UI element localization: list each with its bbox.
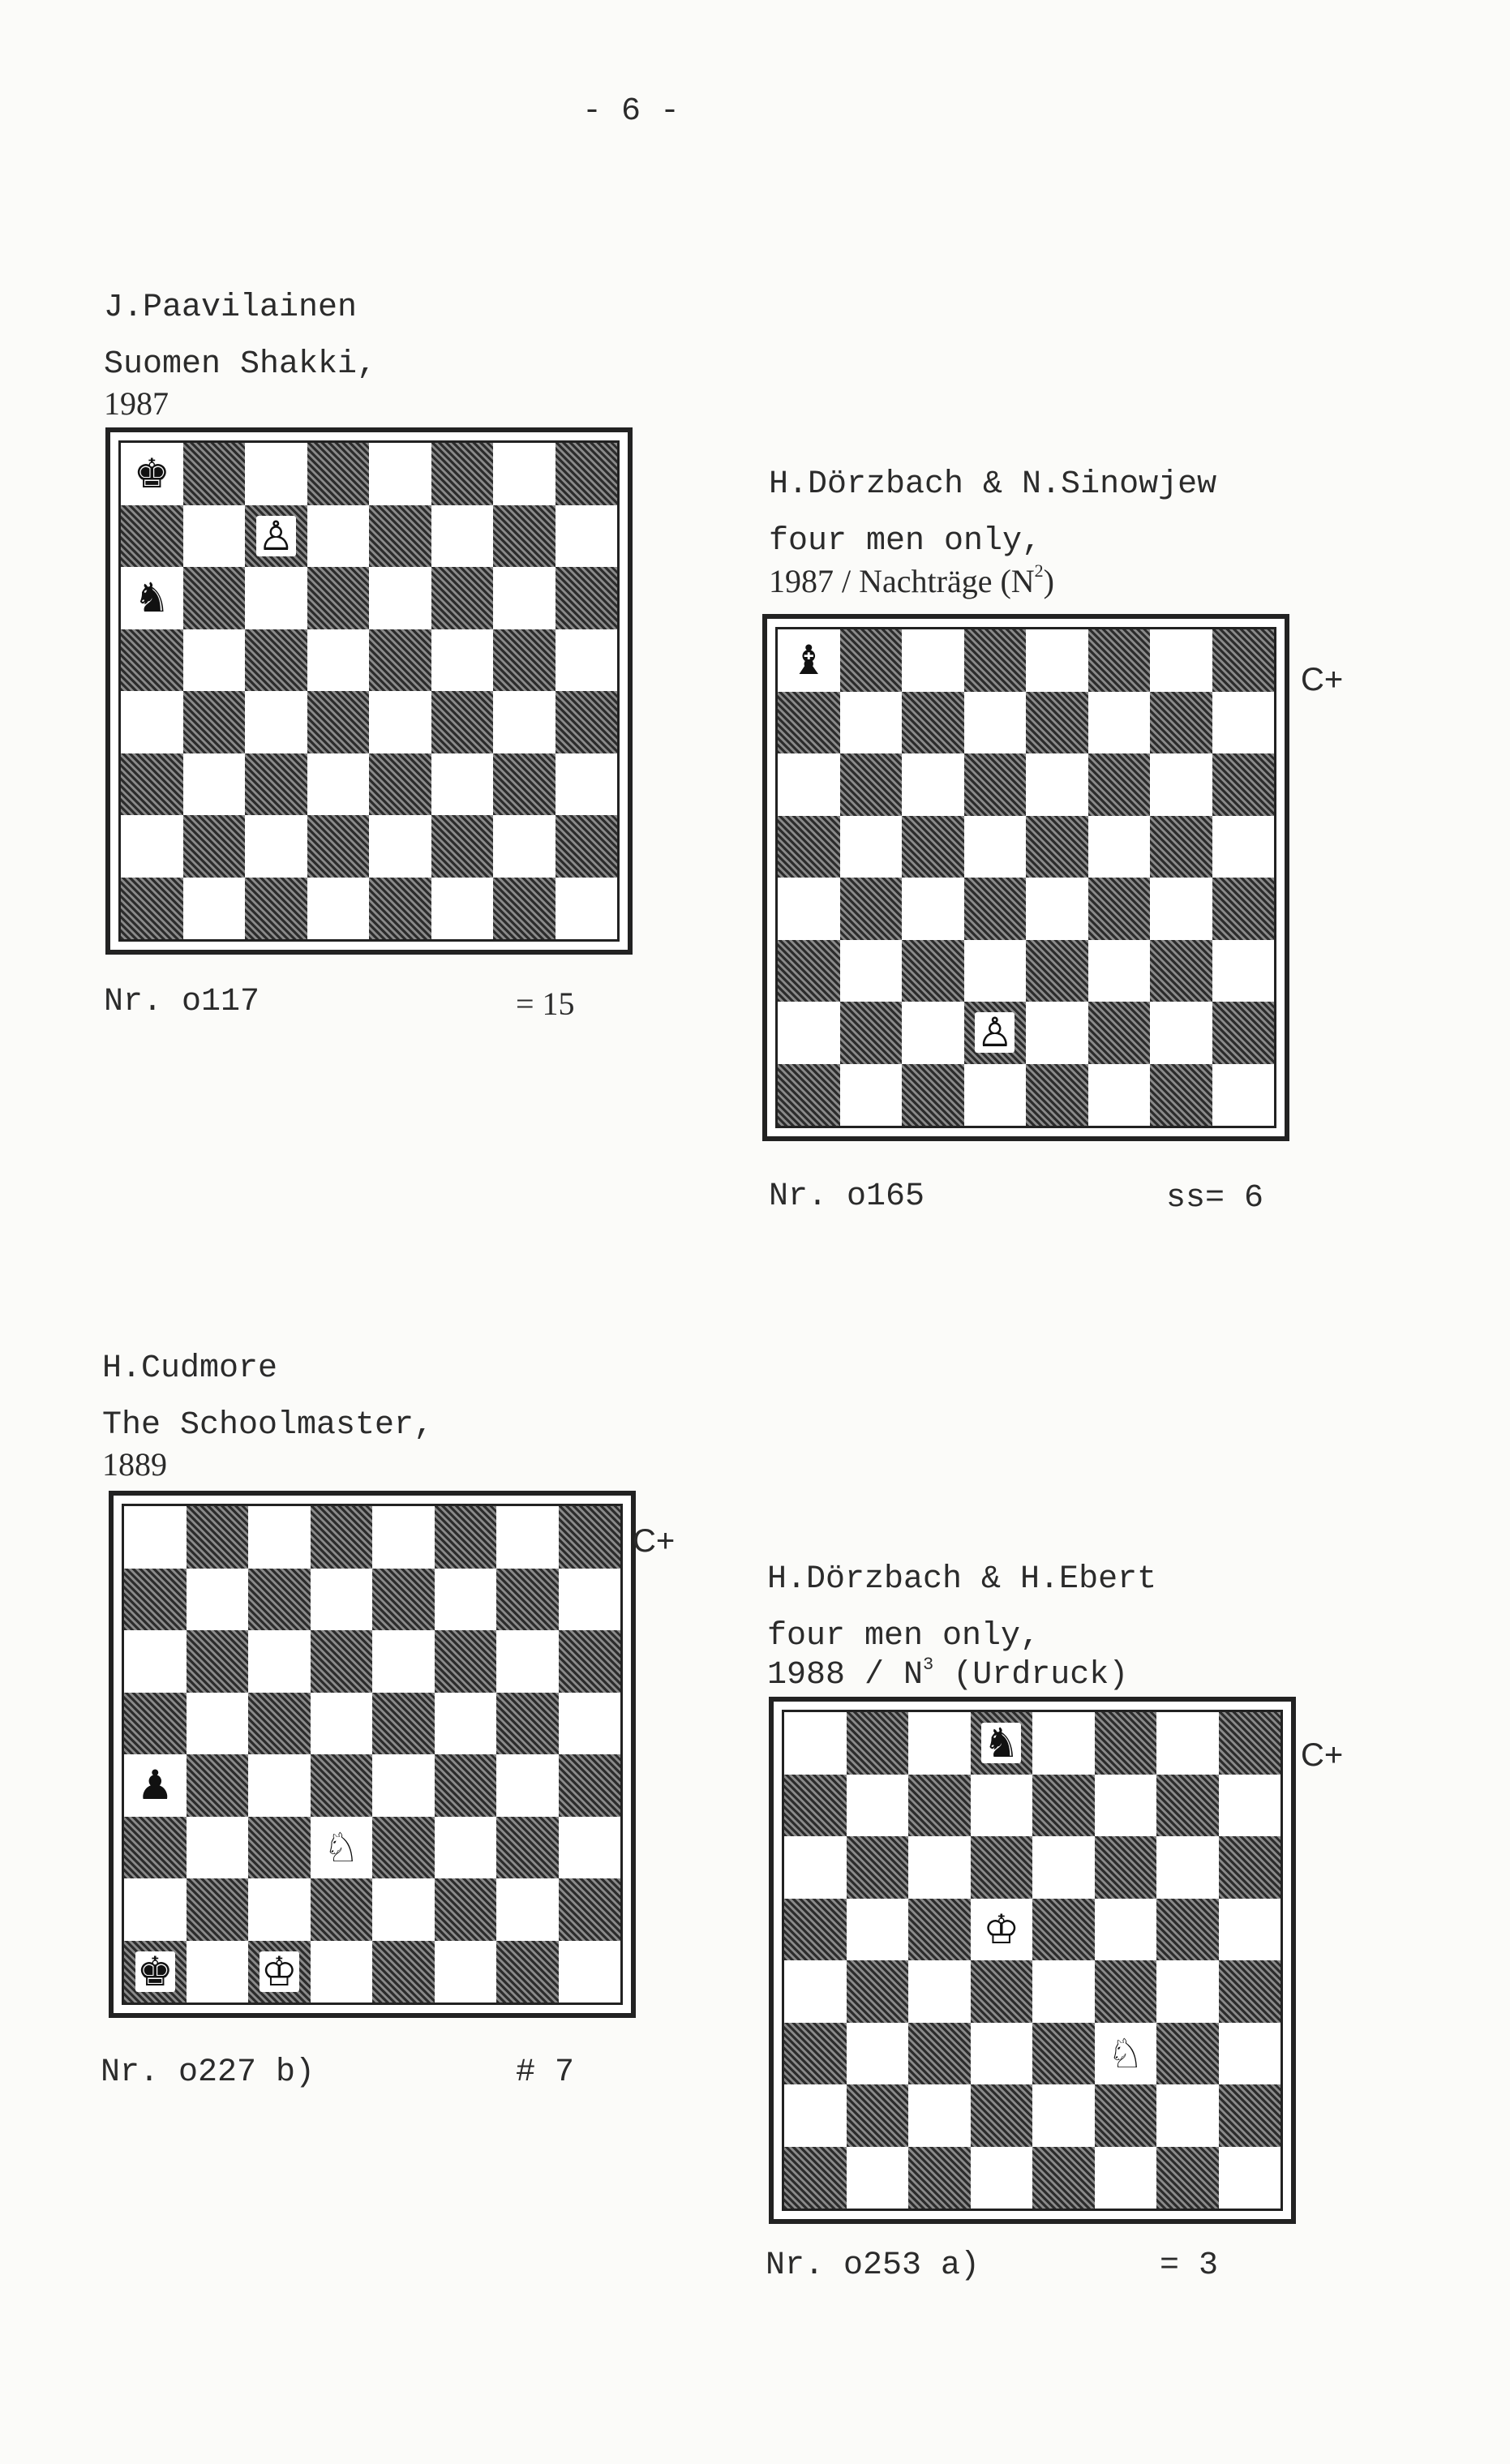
square-a5 bbox=[778, 816, 840, 878]
square-a7 bbox=[124, 1569, 187, 1631]
square-b6 bbox=[187, 1630, 249, 1693]
square-c3 bbox=[248, 1817, 311, 1879]
square-g4 bbox=[1150, 878, 1212, 940]
square-h3 bbox=[1212, 940, 1275, 1002]
page-number: - 6 - bbox=[582, 93, 680, 130]
source: The Schoolmaster, bbox=[102, 1407, 434, 1444]
square-a4 bbox=[778, 878, 840, 940]
square-a3 bbox=[121, 753, 183, 816]
square-a2 bbox=[121, 815, 183, 878]
square-g4 bbox=[1156, 1960, 1219, 2023]
square-d4 bbox=[971, 1960, 1033, 2023]
square-h6 bbox=[1212, 753, 1275, 816]
square-g3 bbox=[1150, 940, 1212, 1002]
square-h5 bbox=[556, 629, 618, 692]
square-c1 bbox=[248, 1941, 311, 2003]
square-b7 bbox=[840, 692, 903, 754]
square-b1 bbox=[183, 878, 246, 940]
square-h2 bbox=[1212, 1002, 1275, 1064]
square-f5 bbox=[1095, 1899, 1157, 1961]
square-a7 bbox=[784, 1775, 847, 1837]
square-d4 bbox=[311, 1754, 373, 1817]
square-h6 bbox=[556, 567, 618, 629]
square-b5 bbox=[187, 1693, 249, 1755]
source-year: 1889 bbox=[102, 1446, 167, 1483]
square-f7 bbox=[431, 505, 494, 568]
square-h3 bbox=[559, 1817, 621, 1879]
square-d6 bbox=[964, 753, 1027, 816]
square-e4 bbox=[1026, 878, 1088, 940]
square-f8 bbox=[435, 1506, 497, 1569]
square-h5 bbox=[559, 1693, 621, 1755]
square-g5 bbox=[1156, 1899, 1219, 1961]
square-c8 bbox=[908, 1712, 971, 1775]
square-d1 bbox=[307, 878, 370, 940]
square-e3 bbox=[369, 753, 431, 816]
square-h1 bbox=[1212, 1064, 1275, 1127]
square-a8 bbox=[778, 629, 840, 692]
square-g5 bbox=[1150, 816, 1212, 878]
square-h1 bbox=[556, 878, 618, 940]
square-f7 bbox=[1088, 692, 1151, 754]
square-h4 bbox=[1212, 878, 1275, 940]
square-g3 bbox=[1156, 2023, 1219, 2085]
square-d1 bbox=[971, 2147, 1033, 2209]
square-f2 bbox=[1095, 2084, 1157, 2147]
square-g2 bbox=[1150, 1002, 1212, 1064]
square-h7 bbox=[556, 505, 618, 568]
square-b5 bbox=[183, 629, 246, 692]
square-c1 bbox=[245, 878, 307, 940]
square-e6 bbox=[372, 1630, 435, 1693]
square-h3 bbox=[556, 753, 618, 816]
cplus-mark: C+ bbox=[1301, 1737, 1344, 1773]
square-d4 bbox=[964, 878, 1027, 940]
square-h4 bbox=[559, 1754, 621, 1817]
square-h1 bbox=[559, 1941, 621, 2003]
square-a7 bbox=[121, 505, 183, 568]
square-b1 bbox=[840, 1064, 903, 1127]
square-c6 bbox=[248, 1630, 311, 1693]
square-g8 bbox=[1150, 629, 1212, 692]
source: four men only, bbox=[769, 523, 1042, 560]
square-a6 bbox=[778, 753, 840, 816]
square-f7 bbox=[435, 1569, 497, 1631]
square-a8 bbox=[784, 1712, 847, 1775]
white-pawn-icon: ♙ bbox=[976, 1009, 1014, 1057]
square-h8 bbox=[559, 1506, 621, 1569]
cplus-mark: C+ bbox=[1301, 662, 1344, 698]
square-e1 bbox=[372, 1941, 435, 2003]
square-f4 bbox=[1095, 1960, 1157, 2023]
square-h7 bbox=[1212, 692, 1275, 754]
square-g5 bbox=[496, 1693, 559, 1755]
chess-board bbox=[105, 427, 633, 955]
square-d2 bbox=[971, 2084, 1033, 2147]
square-b8 bbox=[183, 443, 246, 505]
square-e4 bbox=[372, 1754, 435, 1817]
square-d5 bbox=[971, 1899, 1033, 1961]
square-b5 bbox=[840, 816, 903, 878]
square-e8 bbox=[1026, 629, 1088, 692]
square-h6 bbox=[1219, 1836, 1281, 1899]
square-c6 bbox=[908, 1836, 971, 1899]
square-d8 bbox=[964, 629, 1027, 692]
square-a4 bbox=[784, 1960, 847, 2023]
square-a3 bbox=[784, 2023, 847, 2085]
square-f1 bbox=[1095, 2147, 1157, 2209]
square-h8 bbox=[1219, 1712, 1281, 1775]
square-d5 bbox=[964, 816, 1027, 878]
square-c6 bbox=[902, 753, 964, 816]
square-f6 bbox=[1088, 753, 1151, 816]
square-f8 bbox=[1088, 629, 1151, 692]
cplus-mark: C+ bbox=[633, 1523, 676, 1559]
square-g7 bbox=[1156, 1775, 1219, 1837]
square-g5 bbox=[493, 629, 556, 692]
author: J.Paavilainen bbox=[104, 290, 358, 326]
square-c5 bbox=[902, 816, 964, 878]
square-g2 bbox=[496, 1878, 559, 1941]
square-b7 bbox=[847, 1775, 909, 1837]
square-c2 bbox=[902, 1002, 964, 1064]
square-a4 bbox=[121, 691, 183, 753]
square-g7 bbox=[496, 1569, 559, 1631]
square-h1 bbox=[1219, 2147, 1281, 2209]
square-h3 bbox=[1219, 2023, 1281, 2085]
square-f5 bbox=[431, 629, 494, 692]
square-c5 bbox=[248, 1693, 311, 1755]
square-e7 bbox=[1032, 1775, 1095, 1837]
square-e4 bbox=[369, 691, 431, 753]
square-a5 bbox=[124, 1693, 187, 1755]
problem-number: Nr. o165 bbox=[769, 1178, 925, 1215]
author: H.Dörzbach & N.Sinowjew bbox=[769, 466, 1217, 503]
square-b1 bbox=[847, 2147, 909, 2209]
square-c1 bbox=[902, 1064, 964, 1127]
square-f1 bbox=[1088, 1064, 1151, 1127]
square-e5 bbox=[1032, 1899, 1095, 1961]
square-e7 bbox=[369, 505, 431, 568]
square-d4 bbox=[307, 691, 370, 753]
square-a1 bbox=[784, 2147, 847, 2209]
square-h8 bbox=[556, 443, 618, 505]
square-d7 bbox=[307, 505, 370, 568]
black-knight-icon: ♞ bbox=[133, 574, 170, 622]
square-a1 bbox=[124, 1941, 187, 2003]
square-g8 bbox=[493, 443, 556, 505]
black-knight-icon: ♞ bbox=[983, 1719, 1020, 1767]
square-c4 bbox=[245, 691, 307, 753]
square-g6 bbox=[496, 1630, 559, 1693]
square-e6 bbox=[1032, 1836, 1095, 1899]
stipulation: = 15 bbox=[516, 985, 575, 1022]
square-f8 bbox=[431, 443, 494, 505]
square-e5 bbox=[369, 629, 431, 692]
square-b4 bbox=[847, 1960, 909, 2023]
square-c7 bbox=[248, 1569, 311, 1631]
square-h2 bbox=[559, 1878, 621, 1941]
stipulation: = 3 bbox=[1160, 2247, 1219, 2284]
square-a2 bbox=[784, 2084, 847, 2147]
source-year: $1988 / N^3$ (Urdruck) bbox=[767, 1655, 1129, 1693]
square-e3 bbox=[372, 1817, 435, 1879]
square-d8 bbox=[971, 1712, 1033, 1775]
square-c5 bbox=[908, 1899, 971, 1961]
square-a3 bbox=[124, 1817, 187, 1879]
white-pawn-icon: ♙ bbox=[257, 512, 294, 560]
square-h2 bbox=[1219, 2084, 1281, 2147]
square-f8 bbox=[1095, 1712, 1157, 1775]
stipulation: ss= 6 bbox=[1166, 1180, 1264, 1217]
square-h4 bbox=[1219, 1960, 1281, 2023]
square-d2 bbox=[964, 1002, 1027, 1064]
square-d6 bbox=[311, 1630, 373, 1693]
square-f4 bbox=[431, 691, 494, 753]
square-d6 bbox=[971, 1836, 1033, 1899]
square-f3 bbox=[435, 1817, 497, 1879]
square-g7 bbox=[1150, 692, 1212, 754]
square-e3 bbox=[1032, 2023, 1095, 2085]
square-b3 bbox=[183, 753, 246, 816]
square-g1 bbox=[496, 1941, 559, 2003]
square-h5 bbox=[1212, 816, 1275, 878]
square-a1 bbox=[778, 1064, 840, 1127]
source: four men only, bbox=[767, 1618, 1040, 1655]
square-a4 bbox=[124, 1754, 187, 1817]
square-g7 bbox=[493, 505, 556, 568]
author: H.Dörzbach & H.Ebert bbox=[767, 1561, 1157, 1598]
square-g4 bbox=[493, 691, 556, 753]
square-d6 bbox=[307, 567, 370, 629]
square-b2 bbox=[183, 815, 246, 878]
chess-board bbox=[109, 1491, 636, 2018]
square-b2 bbox=[847, 2084, 909, 2147]
square-d3 bbox=[971, 2023, 1033, 2085]
square-g6 bbox=[493, 567, 556, 629]
black-bishop-icon: ♝ bbox=[790, 637, 827, 685]
square-g3 bbox=[493, 753, 556, 816]
square-h2 bbox=[556, 815, 618, 878]
square-d8 bbox=[311, 1506, 373, 1569]
square-b6 bbox=[840, 753, 903, 816]
square-f2 bbox=[1088, 1002, 1151, 1064]
square-a2 bbox=[124, 1878, 187, 1941]
square-h6 bbox=[559, 1630, 621, 1693]
white-king-icon: ♔ bbox=[983, 1905, 1020, 1953]
square-a7 bbox=[778, 692, 840, 754]
square-b2 bbox=[187, 1878, 249, 1941]
stipulation: # 7 bbox=[516, 2054, 575, 2091]
square-a6 bbox=[784, 1836, 847, 1899]
author: H.Cudmore bbox=[102, 1350, 278, 1387]
square-e2 bbox=[372, 1878, 435, 1941]
square-a1 bbox=[121, 878, 183, 940]
square-e1 bbox=[1032, 2147, 1095, 2209]
square-a6 bbox=[124, 1630, 187, 1693]
square-f3 bbox=[1095, 2023, 1157, 2085]
square-b4 bbox=[840, 878, 903, 940]
square-f3 bbox=[1088, 940, 1151, 1002]
square-c3 bbox=[902, 940, 964, 1002]
square-b3 bbox=[840, 940, 903, 1002]
square-a2 bbox=[778, 1002, 840, 1064]
square-h8 bbox=[1212, 629, 1275, 692]
square-f2 bbox=[435, 1878, 497, 1941]
square-b8 bbox=[187, 1506, 249, 1569]
square-c3 bbox=[908, 2023, 971, 2085]
square-a3 bbox=[778, 940, 840, 1002]
white-knight-icon: ♘ bbox=[1107, 2029, 1144, 2077]
square-e6 bbox=[369, 567, 431, 629]
square-c3 bbox=[245, 753, 307, 816]
square-e3 bbox=[1026, 940, 1088, 1002]
square-c8 bbox=[245, 443, 307, 505]
square-e8 bbox=[369, 443, 431, 505]
square-e5 bbox=[1026, 816, 1088, 878]
square-f6 bbox=[1095, 1836, 1157, 1899]
square-e7 bbox=[372, 1569, 435, 1631]
square-a6 bbox=[121, 567, 183, 629]
black-king-icon: ♚ bbox=[133, 450, 170, 498]
square-c4 bbox=[908, 1960, 971, 2023]
chess-board bbox=[762, 614, 1289, 1141]
black-pawn-icon: ♟ bbox=[136, 1762, 174, 1809]
square-e8 bbox=[372, 1506, 435, 1569]
square-b3 bbox=[187, 1817, 249, 1879]
square-c1 bbox=[908, 2147, 971, 2209]
square-c8 bbox=[902, 629, 964, 692]
square-f4 bbox=[1088, 878, 1151, 940]
source-year: 1987 / Nachträge $(N^2)$ bbox=[769, 560, 1054, 599]
square-g2 bbox=[493, 815, 556, 878]
white-king-icon: ♔ bbox=[260, 1947, 298, 1995]
square-d5 bbox=[307, 629, 370, 692]
square-a8 bbox=[124, 1506, 187, 1569]
square-b8 bbox=[840, 629, 903, 692]
square-d1 bbox=[964, 1064, 1027, 1127]
square-b7 bbox=[187, 1569, 249, 1631]
square-d2 bbox=[307, 815, 370, 878]
square-h5 bbox=[1219, 1899, 1281, 1961]
square-c2 bbox=[248, 1878, 311, 1941]
square-c8 bbox=[248, 1506, 311, 1569]
square-f6 bbox=[431, 567, 494, 629]
square-b1 bbox=[187, 1941, 249, 2003]
source-year: 1987 bbox=[104, 385, 169, 422]
square-h7 bbox=[1219, 1775, 1281, 1837]
square-a8 bbox=[121, 443, 183, 505]
square-d7 bbox=[964, 692, 1027, 754]
square-b4 bbox=[187, 1754, 249, 1817]
square-b4 bbox=[183, 691, 246, 753]
square-e2 bbox=[369, 815, 431, 878]
square-g4 bbox=[496, 1754, 559, 1817]
square-f1 bbox=[431, 878, 494, 940]
square-f7 bbox=[1095, 1775, 1157, 1837]
square-f5 bbox=[435, 1693, 497, 1755]
square-d1 bbox=[311, 1941, 373, 2003]
square-f6 bbox=[435, 1630, 497, 1693]
square-c7 bbox=[902, 692, 964, 754]
square-e4 bbox=[1032, 1960, 1095, 2023]
square-c5 bbox=[245, 629, 307, 692]
square-d3 bbox=[964, 940, 1027, 1002]
square-g1 bbox=[1150, 1064, 1212, 1127]
square-e1 bbox=[369, 878, 431, 940]
square-d3 bbox=[307, 753, 370, 816]
square-g8 bbox=[496, 1506, 559, 1569]
problem-number: Nr. o227 b) bbox=[101, 2054, 315, 2091]
square-b7 bbox=[183, 505, 246, 568]
square-c2 bbox=[908, 2084, 971, 2147]
square-c2 bbox=[245, 815, 307, 878]
square-c6 bbox=[245, 567, 307, 629]
square-d7 bbox=[311, 1569, 373, 1631]
square-c4 bbox=[248, 1754, 311, 1817]
square-d5 bbox=[311, 1693, 373, 1755]
square-h4 bbox=[556, 691, 618, 753]
square-f1 bbox=[435, 1941, 497, 2003]
square-e2 bbox=[1032, 2084, 1095, 2147]
square-f2 bbox=[431, 815, 494, 878]
square-b2 bbox=[840, 1002, 903, 1064]
square-c7 bbox=[908, 1775, 971, 1837]
square-f3 bbox=[431, 753, 494, 816]
square-e8 bbox=[1032, 1712, 1095, 1775]
square-e2 bbox=[1026, 1002, 1088, 1064]
square-a5 bbox=[121, 629, 183, 692]
square-g2 bbox=[1156, 2084, 1219, 2147]
square-b6 bbox=[847, 1836, 909, 1899]
square-g3 bbox=[496, 1817, 559, 1879]
square-e5 bbox=[372, 1693, 435, 1755]
black-king-icon: ♚ bbox=[136, 1947, 174, 1995]
square-g1 bbox=[1156, 2147, 1219, 2209]
square-e7 bbox=[1026, 692, 1088, 754]
square-b3 bbox=[847, 2023, 909, 2085]
square-f5 bbox=[1088, 816, 1151, 878]
square-g6 bbox=[1150, 753, 1212, 816]
square-d7 bbox=[971, 1775, 1033, 1837]
square-g8 bbox=[1156, 1712, 1219, 1775]
square-h7 bbox=[559, 1569, 621, 1631]
square-g6 bbox=[1156, 1836, 1219, 1899]
square-d2 bbox=[311, 1878, 373, 1941]
square-d8 bbox=[307, 443, 370, 505]
square-e6 bbox=[1026, 753, 1088, 816]
square-d3 bbox=[311, 1817, 373, 1879]
square-b6 bbox=[183, 567, 246, 629]
square-f4 bbox=[435, 1754, 497, 1817]
square-b5 bbox=[847, 1899, 909, 1961]
source: Suomen Shakki, bbox=[104, 346, 377, 383]
square-c7 bbox=[245, 505, 307, 568]
problem-number: Nr. o117 bbox=[104, 984, 260, 1020]
problem-number: Nr. o253 a) bbox=[766, 2247, 980, 2284]
square-a5 bbox=[784, 1899, 847, 1961]
square-g1 bbox=[493, 878, 556, 940]
square-b8 bbox=[847, 1712, 909, 1775]
white-knight-icon: ♘ bbox=[323, 1823, 360, 1871]
square-e1 bbox=[1026, 1064, 1088, 1127]
chess-board bbox=[769, 1697, 1296, 2224]
square-c4 bbox=[902, 878, 964, 940]
